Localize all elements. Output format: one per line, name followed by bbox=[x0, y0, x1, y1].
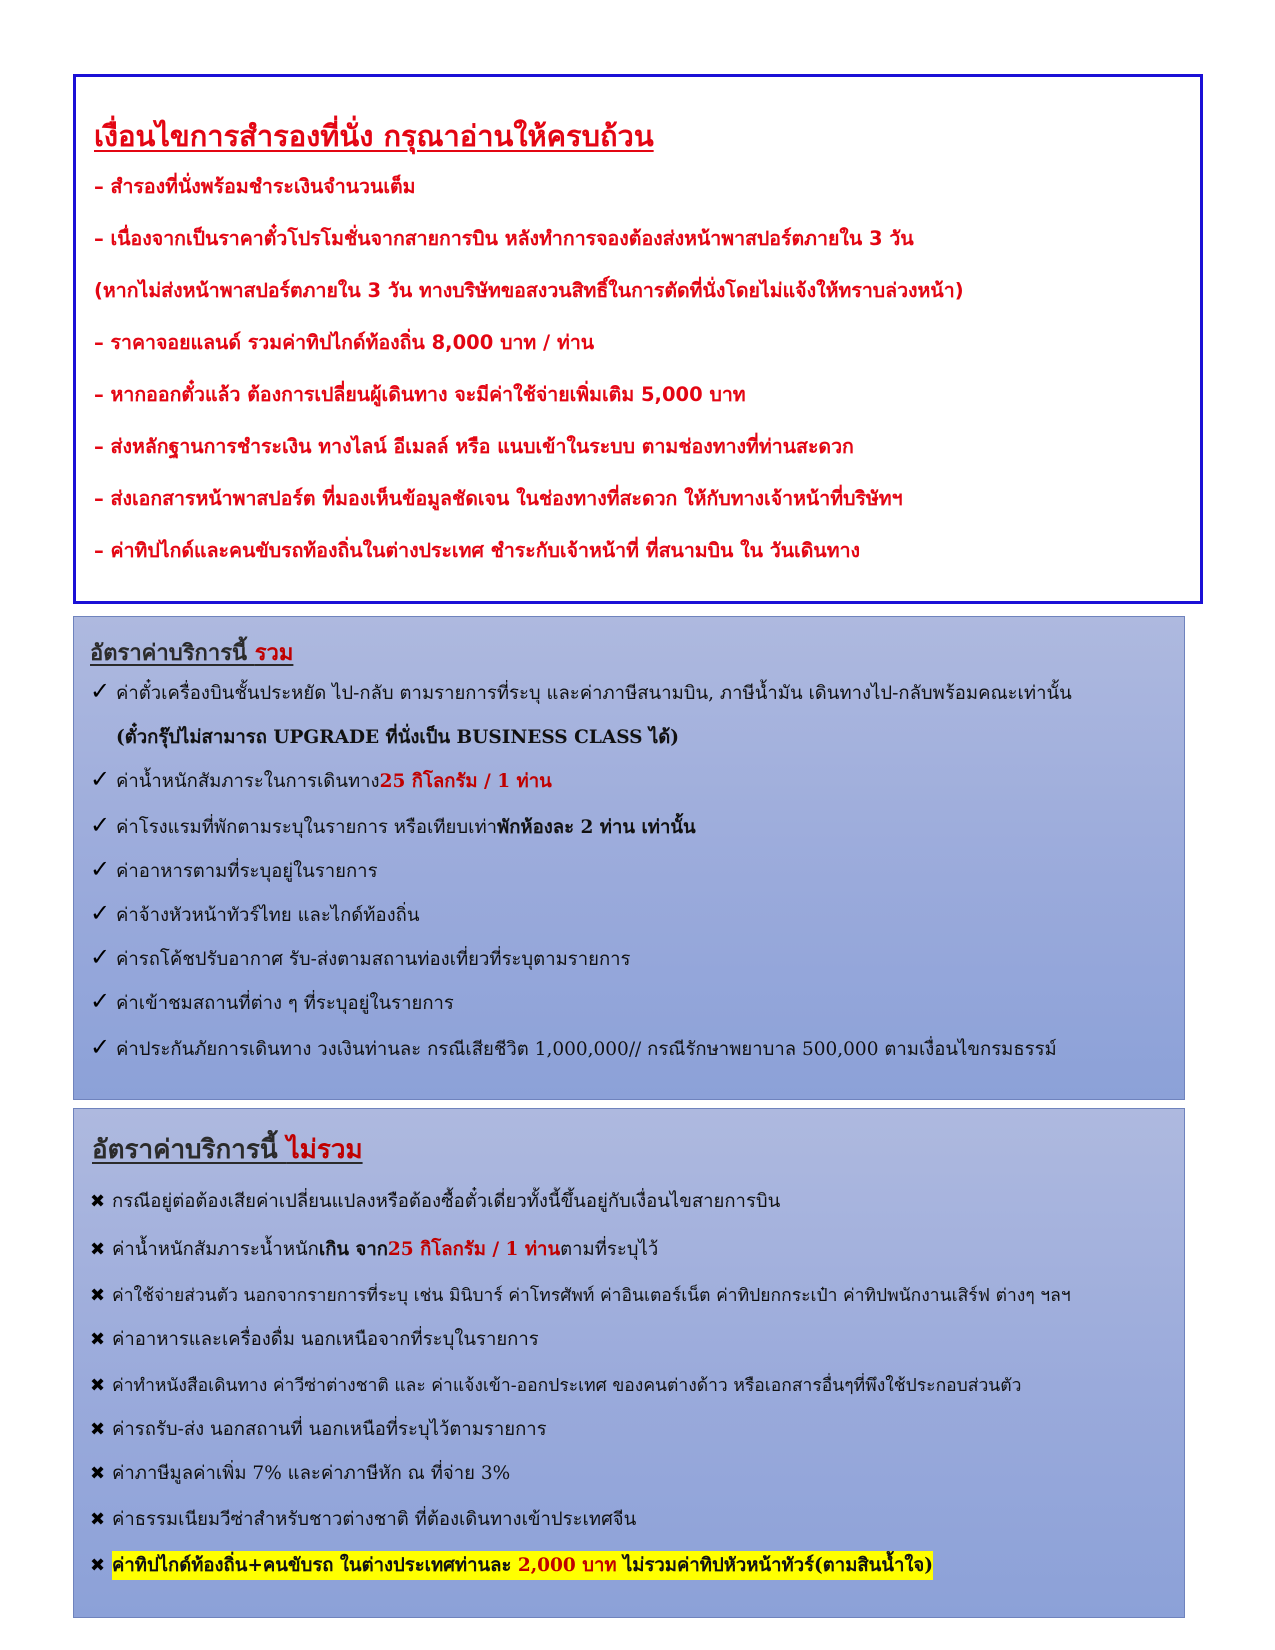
condition-line: – ส่งเอกสารหน้าพาสปอร์ต ที่มองเห็นข้อมูลชัดเจน ในช่องทางที่สะดวก ให้กับทางเจ้าหน้าที่บริษัทฯ bbox=[94, 487, 903, 510]
cross-icon: ✖ bbox=[90, 1329, 106, 1350]
cross-icon: ✖ bbox=[90, 1239, 106, 1260]
excluded-item-food: ✖ ค่าอาหารและเครื่องดื่ม นอกเหนือจากที่ระบุในรายการ bbox=[90, 1329, 539, 1350]
check-icon: ✓ bbox=[90, 987, 111, 1015]
included-item-hotel: ✓ ค่าโรงแรมที่พักตามระบุในรายการ หรือเทียบเท่า พักห้องละ 2 ท่าน เท่านั้น bbox=[90, 811, 696, 839]
condition-line: – ส่งหลักฐานการชำระเงิน ทางไลน์ อีเมลล์ หรือ แนบเข้าในระบบ ตามช่องทางที่ท่านสะดวก bbox=[94, 435, 854, 458]
cross-icon: ✖ bbox=[90, 1463, 106, 1484]
check-icon: ✓ bbox=[90, 1033, 111, 1061]
check-icon: ✓ bbox=[90, 677, 111, 705]
condition-line: – สำรองที่นั่งพร้อมชำระเงินจำนวนเต็ม bbox=[94, 175, 416, 198]
excluded-item-tax: ✖ ค่าภาษีมูลค่าเพิ่ม 7% และค่าภาษีหัก ณ ที่จ่าย 3% bbox=[90, 1463, 511, 1484]
excluded-item-passport: ✖ ค่าทำหนังสือเดินทาง ค่าวีซ่าต่างชาติ และ ค่าแจ้งเข้า-ออกประเทศ ของคนต่างด้าว หรือเอกสารอื่นๆที่พึงใช้ประกอบส่วนตัว bbox=[90, 1375, 1022, 1396]
included-item-admission: ✓ ค่าเข้าชมสถานที่ต่าง ๆ ที่ระบุอยู่ในรายการ bbox=[90, 987, 454, 1015]
excluded-item-tip bbox=[90, 1551, 933, 1580]
cross-icon: ✖ bbox=[90, 1285, 106, 1306]
cross-icon: ✖ bbox=[90, 1191, 106, 1212]
cross-icon: ✖ bbox=[90, 1419, 106, 1440]
included-item-flight: ✓ ค่าตั๋วเครื่องบินชั้นประหยัด ไป-กลับ ตามรายการที่ระบุ และค่าภาษีสนามบิน, ภาษีน้ำมัน เดินทางไป-กลับพร้อมคณะเท่านั้น bbox=[90, 677, 1072, 705]
condition-line: – ค่าทิปไกด์และคนขับรถท้องถิ่นในต่างประเทศ ชำระกับเจ้าหน้าที่ ที่สนามบิน ใน วันเดินทาง bbox=[94, 539, 861, 562]
condition-line: – ราคาจอยแลนด์ รวมค่าทิปไกด์ท้องถิ่น 8,000 บาท / ท่าน bbox=[94, 331, 595, 354]
check-icon: ✓ bbox=[90, 765, 111, 793]
cross-icon: ✖ bbox=[90, 1375, 106, 1396]
cross-icon: ✖ bbox=[90, 1509, 106, 1530]
check-icon: ✓ bbox=[90, 899, 111, 927]
excluded-heading-emphasis: ไม่รวม bbox=[286, 1135, 363, 1165]
excluded-heading: อัตราค่าบริการนี้ ไม่รวม bbox=[92, 1135, 363, 1165]
cross-icon: ✖ bbox=[90, 1555, 106, 1576]
included-item-insurance: ✓ ค่าประกันภัยการเดินทาง วงเงินท่านละ กรณีเสียชีวิต 1,000,000// กรณีรักษาพยาบาล 500,000 ตามเงื่อนไขกรมธรรม์ bbox=[90, 1033, 1057, 1061]
check-icon: ✓ bbox=[90, 855, 111, 883]
excluded-item-visa: ✖ ค่าธรรมเนียมวีซ่าสำหรับชาวต่างชาติ ที่ต้องเดินทางเข้าประเทศจีน bbox=[90, 1509, 637, 1530]
included-heading: อัตราค่าบริการนี้ รวม bbox=[90, 640, 294, 666]
included-item-meals: ✓ ค่าอาหารตามที่ระบุอยู่ในรายการ bbox=[90, 855, 378, 883]
excluded-item-overweight: ✖ ค่าน้ำหนักสัมภาระน้ำหนัก เกิน จาก 25 กิโลกรัม / 1 ท่าน ตามที่ระบุไว้ bbox=[90, 1239, 659, 1260]
excluded-services-box bbox=[73, 1108, 1185, 1618]
condition-line: – เนื่องจากเป็นราคาตั๋วโปรโมชั่นจากสายการบิน หลังทำการจองต้องส่งหน้าพาสปอร์ตภายใน 3 วัน bbox=[94, 227, 914, 250]
included-item-flight-note: (ตั๋วกรุ๊ปไม่สามารถ UPGRADE ที่นั่งเป็น BUSINESS CLASS ได้) bbox=[116, 727, 680, 748]
condition-line: (หากไม่ส่งหน้าพาสปอร์ตภายใน 3 วัน ทางบริษัทขอสงวนสิทธิ์ในการตัดที่นั่งโดยไม่แจ้งให้ทราบล่วงหน้า) bbox=[94, 279, 964, 302]
included-item-guide: ✓ ค่าจ้างหัวหน้าทัวร์ไทย และไกด์ท้องถิ่น bbox=[90, 899, 420, 927]
check-icon: ✓ bbox=[90, 811, 111, 839]
included-heading-emphasis: รวม bbox=[254, 640, 294, 666]
excluded-item-personal: ✖ ค่าใช้จ่ายส่วนตัว นอกจากรายการที่ระบุ เช่น มินิบาร์ ค่าโทรศัพท์ ค่าอินเตอร์เน็ต ค่าทิปยกกระเป๋า ค่าทิปพนักงานเสิร์ฟ ต่างๆ ฯลฯ bbox=[90, 1285, 1071, 1306]
condition-line: – หากออกตั๋วแล้ว ต้องการเปลี่ยนผู้เดินทาง จะมีค่าใช้จ่ายเพิ่มเติม 5,000 บาท bbox=[94, 383, 746, 406]
included-item-baggage: ✓ ค่าน้ำหนักสัมภาระในการเดินทาง 25 กิโลกรัม / 1 ท่าน bbox=[90, 765, 552, 796]
included-item-coach: ✓ ค่ารถโค้ชปรับอากาศ รับ-ส่งตามสถานท่องเที่ยวที่ระบุตามรายการ bbox=[90, 943, 631, 971]
baggage-allowance: 25 กิโลกรัม / 1 ท่าน bbox=[379, 771, 552, 792]
conditions-title: เงื่อนไขการสำรองที่นั่ง กรุณาอ่านให้ครบถ้วน bbox=[94, 119, 654, 153]
excluded-item-connection: ✖ กรณีอยู่ต่อต้องเสียค่าเปลี่ยนแปลงหรือต้องซื้อตั๋วเดี่ยวทั้งนี้ขึ้นอยู่กับเงื่อนไขสายการบิน bbox=[90, 1191, 781, 1212]
included-services-box bbox=[73, 616, 1185, 1100]
check-icon: ✓ bbox=[90, 943, 111, 971]
excluded-item-transfer: ✖ ค่ารถรับ-ส่ง นอกสถานที่ นอกเหนือที่ระบุไว้ตามรายการ bbox=[90, 1419, 547, 1440]
tip-highlight: ค่าทิปไกด์ท้องถิ่น+คนขับรถ ในต่างประเทศท่านละ 2,000 บาท ไม่รวมค่าทิปหัวหน้าทัวร์(ตามสินน้ำใจ) bbox=[112, 1551, 933, 1580]
booking-conditions-box bbox=[73, 74, 1203, 604]
